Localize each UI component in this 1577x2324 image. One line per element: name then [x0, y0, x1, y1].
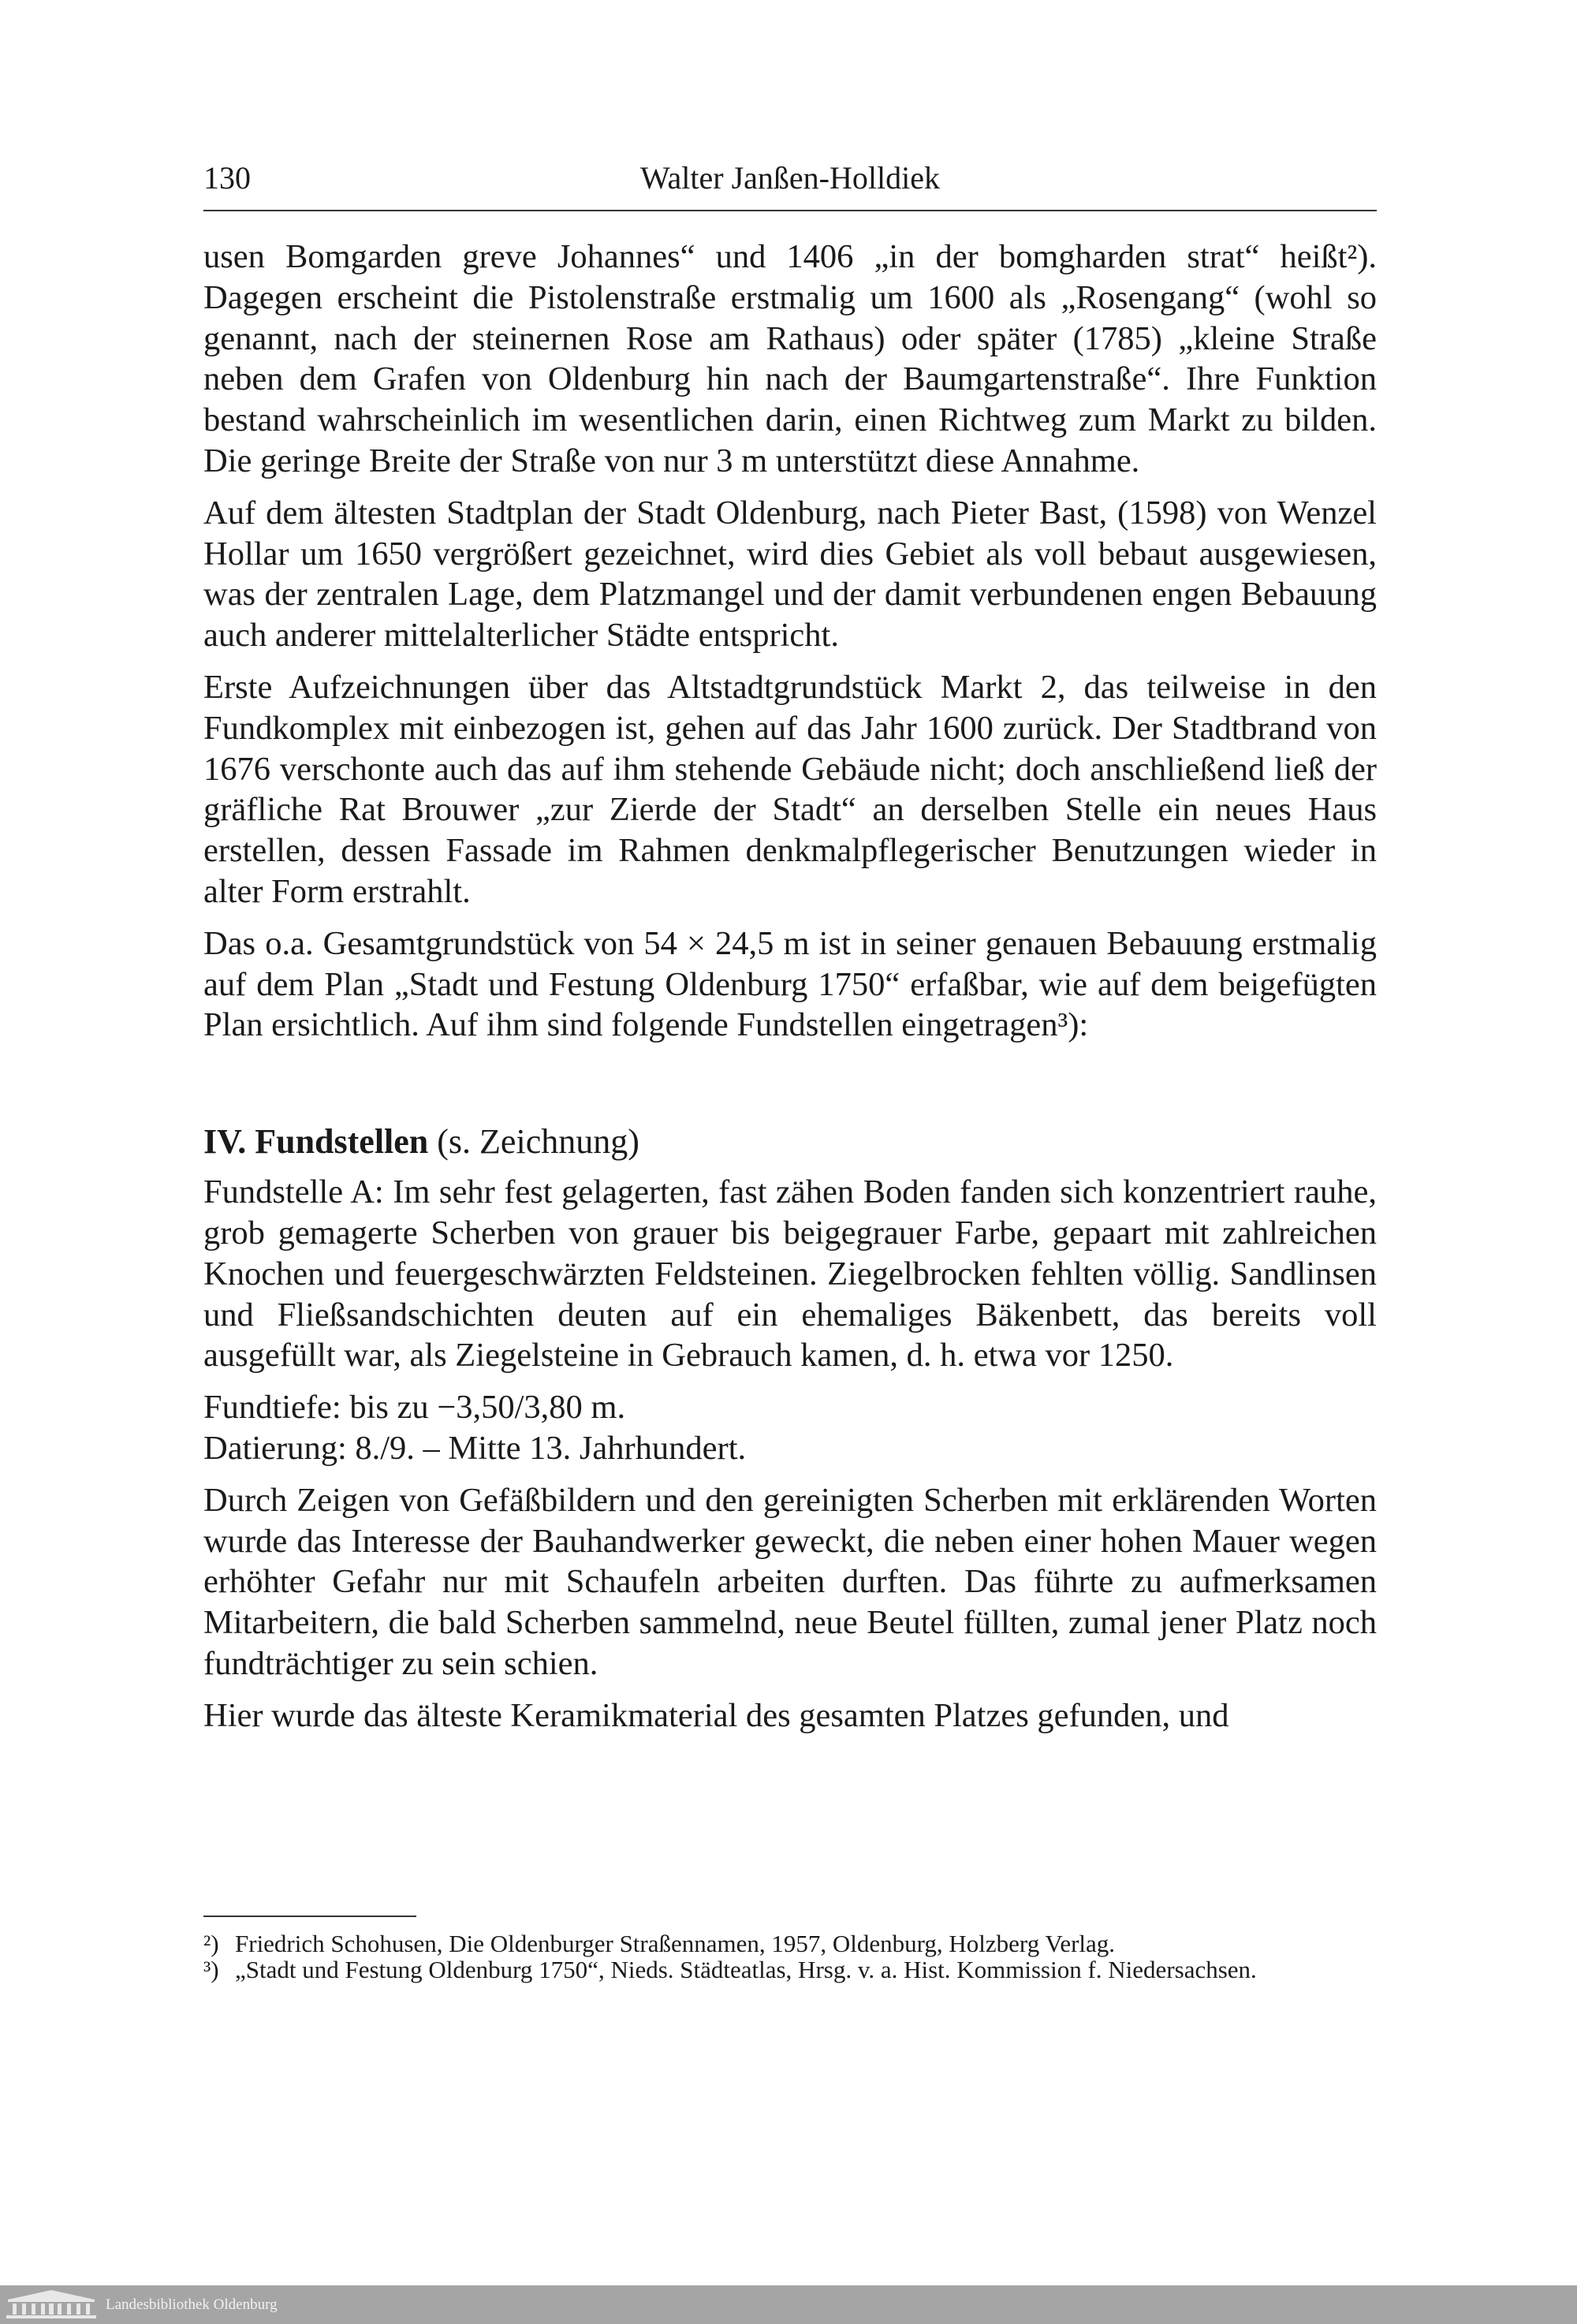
paragraph-markt-2: Erste Aufzeichnungen über das Altstadtgrundstück Markt 2, das teilweise in den Fundkomplex mit einbezogen ist, gehen auf das Jahr 1600 zurück. Der Stadtbrand von 1676 verschonte auch das auf ihm stehende Gebäude nicht; doch anschließend ließ der gräfliche Rat Brouwer „zur Zierde der Stadt“ an derselben Stelle ein neues Haus erstellen, dessen Fassade im Rahmen denkmalpflegerischer Benutzungen wieder in alter Form erstrahlt.: [203, 668, 1377, 910]
footnote-divider: [203, 1916, 416, 1917]
footnotes: [203, 1930, 1377, 1983]
section-heading-bold: IV. Fundstellen: [203, 1122, 429, 1162]
footnote-text: Friedrich Schohusen, Die Oldenburger Straßennamen, 1957, Oldenburg, Holzberg Verlag.: [235, 1930, 1116, 1957]
find-depth: Fundtiefe: bis zu −3,50/3,80 m.: [203, 1389, 626, 1427]
footnote-mark: ³): [203, 1956, 219, 1983]
library-building-icon: [5, 2289, 98, 2320]
header-divider: [203, 210, 1377, 211]
paragraph-workers: Durch Zeigen von Gefäßbildern und den gereinigten Scherben mit erklärenden Worten wurde das Interesse der Bauhandwerker geweckt, die neben einer hohen Mauer wegen erhöhter Gefahr nur mit Schaufeln arbeiten durften. Das führte zu aufmerksamen Mitarbeitern, die bald Scherben sammelnd, neue Beutel füllten, zumal jener Platz noch fundträchtiger zu sein schien.: [203, 1481, 1377, 1682]
footnote-2: [203, 1930, 1377, 1957]
body-text: [203, 237, 1377, 1748]
footnote-mark: ²): [203, 1930, 219, 1957]
library-name: Landesbibliothek Oldenburg: [106, 2296, 278, 2313]
running-head: [203, 156, 1377, 200]
footnote-text: „Stadt und Festung Oldenburg 1750“, Nieds. Städteatlas, Hrsg. v. a. Hist. Kommission f. Niedersachsen.: [235, 1956, 1257, 1983]
find-dating: Datierung: 8./9. – Mitte 13. Jahrhundert.: [203, 1429, 747, 1467]
paragraph-oldest-map: Auf dem ältesten Stadtplan der Stadt Oldenburg, nach Pieter Bast, (1598) von Wenzel Hollar um 1650 vergrößert gezeichnet, wird dies Gebiet als voll bebaut ausgewiesen, was der zentralen Lage, dem Platzmangel und der damit verbundenen engen Bebauung auch anderer mittelalterlicher Städte entspricht.: [203, 494, 1377, 655]
footer-bar: [0, 2285, 1577, 2324]
section-heading-note: (s. Zeichnung): [428, 1122, 639, 1162]
footnote-3: [203, 1957, 1377, 1983]
paragraph-street-names: usen Bomgarden greve Johannes“ und 1406 „in der bomgharden strat“ heißt²). Dagegen erscheint die Pistolenstraße erstmalig um 1600 als „Rosengang“ (wohl so genannt, nach der steinernen Rose am Rathaus) oder später (1785) „kleine Straße neben dem Grafen von Oldenburg hin nach der Baumgartenstraße“. Ihre Funktion bestand wahrscheinlich im wesentlichen darin, einen Richtweg zum Markt zu bilden. Die geringe Breite der Straße von nur 3 m unterstützt diese Annahme.: [203, 238, 1377, 479]
paragraph-plan-1750: Das o.a. Gesamtgrundstück von 54 × 24,5 m ist in seiner genauen Bebauung erstmalig auf dem Plan „Stadt und Festung Oldenburg 1750“ erfaßbar, wie auf dem beigefügten Plan ersichtlich. Auf ihm sind folgende Fundstellen eingetragen³):: [203, 924, 1377, 1044]
find-details: [203, 1387, 1377, 1469]
page-number: 130: [203, 160, 251, 196]
section-heading: [203, 1121, 1377, 1162]
paragraph-fundstelle-a: Fundstelle A: Im sehr fest gelagerten, fast zähen Boden fanden sich konzentriert rauhe, grob gemagerte Scherben von grauer bis beigegrauer Farbe, gepaart mit zahlreichen Knochen und feuergeschwärzten Feldsteinen. Ziegelbrocken fehlten völlig. Sandlinsen und Fließsandschichten deuten auf ein ehemaliges Bäkenbett, das bereits voll ausgefüllt war, als Ziegelsteine in Gebrauch kamen, d. h. etwa vor 1250.: [203, 1173, 1377, 1375]
paragraph-oldest-ceramics: Hier wurde das älteste Keramikmaterial des gesamten Platzes gefunden, und: [203, 1696, 1229, 1734]
running-title: Walter Janßen-Holldiek: [640, 160, 940, 196]
